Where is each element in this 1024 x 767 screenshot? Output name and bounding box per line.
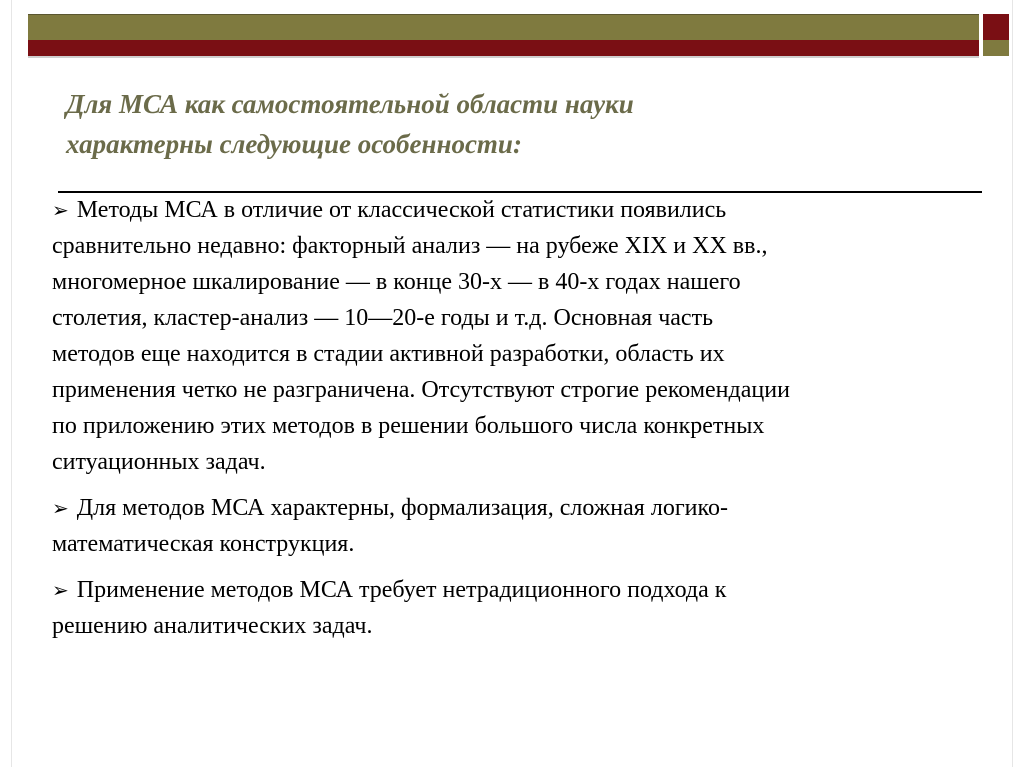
bullet-line: сравнительно недавно: факторный анализ — на рубеже XIX и XX вв.,	[52, 233, 768, 259]
bullet-line	[52, 572, 982, 608]
title-line: характерны следующие особенности:	[66, 129, 522, 159]
header-band-olive	[28, 14, 979, 41]
slide-title	[66, 84, 926, 164]
bullet-item	[52, 490, 982, 562]
bullet-line: столетия, кластер-анализ — 10—20-е годы и т.д. Основная часть	[52, 305, 714, 331]
bullet-text: Применение методов МСА требует нетрадиционного подхода к	[76, 577, 727, 603]
bullet-text: Для методов МСА характерны, формализация, сложная логико-	[76, 495, 728, 521]
corner-square-olive	[983, 40, 1009, 56]
bullet-line: решению аналитических задач.	[52, 613, 373, 639]
corner-square-red	[983, 14, 1009, 40]
header-band-line	[28, 56, 979, 58]
bullet-line	[52, 192, 982, 228]
bullet-line: многомерное шкалирование — в конце 30-х — в 40-х годах нашего	[52, 269, 741, 295]
arrow-bullet-icon: ➢	[52, 578, 69, 602]
bullet-line: по приложению этих методов в решении большого числа конкретных	[52, 413, 765, 439]
bullet-item	[52, 192, 982, 480]
right-border-line	[1012, 0, 1013, 767]
bullet-line: методов еще находится в стадии активной разработки, область их	[52, 341, 725, 367]
bullet-item	[52, 572, 982, 644]
bullet-line	[52, 490, 982, 526]
arrow-bullet-icon: ➢	[52, 198, 69, 222]
header-band-red	[28, 40, 979, 56]
bullet-list	[52, 192, 982, 654]
bullet-line: применения четко не разграничена. Отсутствуют строгие рекомендации	[52, 377, 790, 403]
title-line: Для МСА как самостоятельной области науки	[66, 89, 634, 119]
left-border-line	[11, 0, 12, 767]
arrow-bullet-icon: ➢	[52, 496, 69, 520]
bullet-text: Методы МСА в отличие от классической статистики появились	[76, 197, 727, 223]
bullet-line: ситуационных задач.	[52, 449, 266, 475]
bullet-line: математическая конструкция.	[52, 531, 355, 557]
